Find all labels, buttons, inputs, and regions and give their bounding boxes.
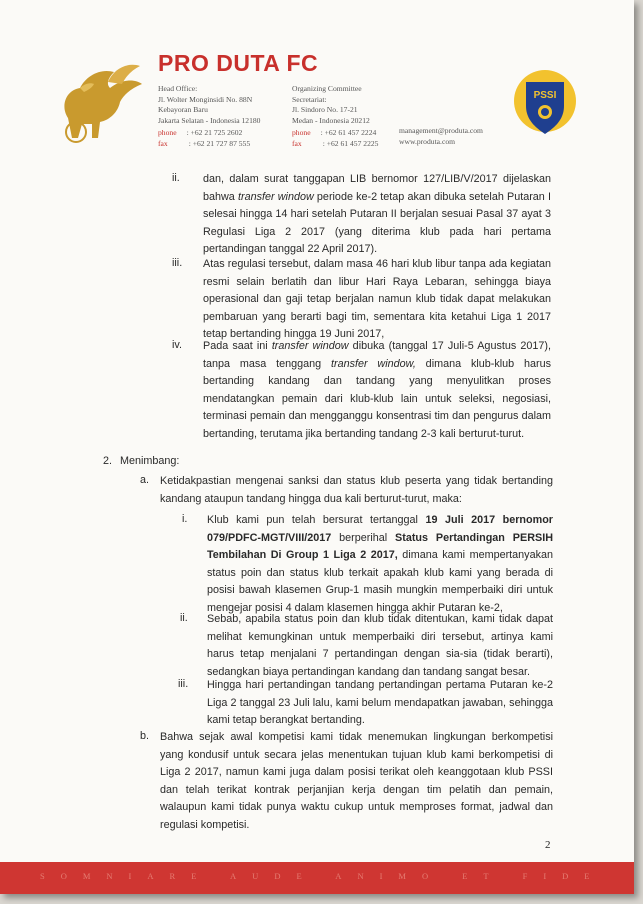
head-office-line: Kebayoran Baru <box>158 105 208 115</box>
head-office-line: Jl. Wolter Monginsidi No. 88N <box>158 94 253 104</box>
list-letter: a. <box>140 474 150 486</box>
paragraph-text: dimana kami mempertanyakan status poin dan status klub terkait apakah klub kami yang berada di posisi bawah klasemen Grup-1 masih mungkin memperbaiki diri untuk mengejar posisi 4 dalam klasemen hingga akhir Putaran ke-2, <box>207 549 553 614</box>
list-numeral: iii. <box>178 678 189 690</box>
paragraph-text: dan, dalam surat tanggapan LIB bernomor 127/LIB/V/2017 dijelaskan bahwa <box>203 173 551 203</box>
list-numeral: ii. <box>172 172 180 184</box>
section-number: 2. <box>103 455 113 467</box>
page-number: 2 <box>545 839 551 851</box>
paragraph-text: Pada saat ini <box>203 340 272 352</box>
head-office-label: Head Office: <box>158 84 198 93</box>
pssi-label: PSSI <box>533 90 557 101</box>
list-letter: b. <box>140 730 150 742</box>
pssi-crest-icon <box>512 68 578 144</box>
brand-title: PRO DUTA FC <box>158 50 319 76</box>
paragraph-text: periode ke-2 tetap akan dibuka setelah Putaran I selesai hingga 14 hari setelah Putaran II berjalan sesuai Pasal 37 ayat 3 Regulasi Liga 2 2017 (yang diterima klub pada hari pertama pertandingan tanggal 22 April 2017). <box>203 190 551 255</box>
committee-address <box>292 84 378 150</box>
committee-label: Secretariat: <box>292 94 327 104</box>
paragraph-a-iii: Hingga hari pertandingan tandang pertandingan pertama Putaran ke-2 Liga 2 tanggal 23 Juli lalu, kami belum mendapatkan jawaban, sehingga kami tetap berangkat bertanding. <box>207 679 553 726</box>
paragraph-iv <box>203 338 551 443</box>
paragraph-a-ii: Sebab, apabila status poin dan klub tidak ditentukan, kami tidak dapat melihat kemungkinan untuk memperbaiki diri tersebut, artinya kami harus tetap menjalani 7 pertandingan dengan sia-sia (tidak berarti), sedangkan biaya pertandingan kandang dan tandang sangat besar. <box>207 613 553 678</box>
phone-label: phone <box>158 128 177 138</box>
bold-subject: Status Pertandingan PERSIH Tembilahan Di Group 1 Liga 2 2017, <box>207 531 553 561</box>
contact-web: www.produta.com <box>399 136 456 146</box>
paragraph-b: Bahwa sejak awal kompetisi kami tidak menemukan lingkungan berkompetisi yang kondusif untuk secara jelas menentukan tujuan klub kami berkompetisi di Liga 2 2017, namun kami juga dalam posisi terikat oleh keanggotaan klub PSSI dan telah terikat kontrak perjanjian kerja dengan tim pelatih dan pemain, walaupun kami tidak punya waktu cukup untuk memproses format, jadwal dan regulasi kompetisi. <box>160 731 553 831</box>
phone-label: phone <box>292 128 311 138</box>
paragraph-ii <box>203 171 551 259</box>
contact-email: management@produta.com <box>399 126 483 135</box>
paragraph-text: berperihal <box>331 531 396 544</box>
fax-label: fax <box>292 138 302 148</box>
paragraph-text: dibuka (tanggal 17 Juli-5 Agustus 2017), tanpa masa tenggang <box>203 340 551 370</box>
pegasus-logo-icon <box>48 58 148 148</box>
list-numeral: iii. <box>172 257 183 269</box>
head-office-line: Jakarta Selatan - Indonesia 12180 <box>158 115 261 125</box>
committee-line: Medan - Indonesia 20212 <box>292 115 370 125</box>
head-office-address <box>158 84 260 150</box>
section-title: Menimbang: <box>120 455 180 467</box>
paragraph-text: Klub kami pun telah bersurat tertanggal <box>207 514 426 526</box>
committee-fax: : +62 61 457 2225 <box>322 138 379 148</box>
paragraph-iii: Atas regulasi tersebut, dalam masa 46 hari klub libur tanpa ada kegiatan resmi selain berlatih dan libur Hari Raya Lebaran, sehingga biaya operasional dan gaji tetap berjalan namun klub tidak dapat melakukan pembaruan yang berarti bagi tim, sementara kita ketahui Liga 1 2017 tetap bertanding hingga 19 Juni 2017, <box>203 258 551 340</box>
fax-label: fax <box>158 138 168 148</box>
committee-label: Organizing Committee <box>292 84 362 93</box>
footer-motto: SOMNIARE AUDE ANIMO ET FIDE <box>40 871 606 881</box>
committee-line: Jl. Sindoro No. 17-21 <box>292 105 358 115</box>
bold-reference: 19 Juli 2017 bernomor 079/PDFC-MGT/VIII/2017 <box>207 514 553 544</box>
list-numeral: i. <box>182 513 188 525</box>
paragraph-text: dimana klub-klub harus bertanding kandang dan tandang yang menyulitkan proses mendatangkan pemain dari klub-klub lain untuk seleksi, negosiasi, terminasi pemain dan mengganggu konsentrasi tim dan pengurus dalam bertanding, terutama jika bertanding tandang 2-3 kali berturut-turut. <box>203 357 551 440</box>
head-office-fax: : +62 21 727 87 555 <box>188 138 251 148</box>
contact-info <box>399 126 483 147</box>
head-office-phone: : +62 21 725 2602 <box>186 128 243 138</box>
paragraph-a: Ketidakpastian mengenai sanksi dan status klub peserta yang tidak bertanding kandang ataupun tandang hingga dua kali berturut-turut, maka: <box>160 475 553 505</box>
italic-term: transfer window, <box>330 357 416 370</box>
italic-term: transfer window <box>271 340 349 352</box>
list-numeral: iv. <box>172 339 182 351</box>
italic-term: transfer window <box>237 190 314 203</box>
paragraph-a-i <box>207 512 553 617</box>
committee-phone: : +62 61 457 2224 <box>320 128 377 138</box>
list-numeral: ii. <box>180 612 188 624</box>
